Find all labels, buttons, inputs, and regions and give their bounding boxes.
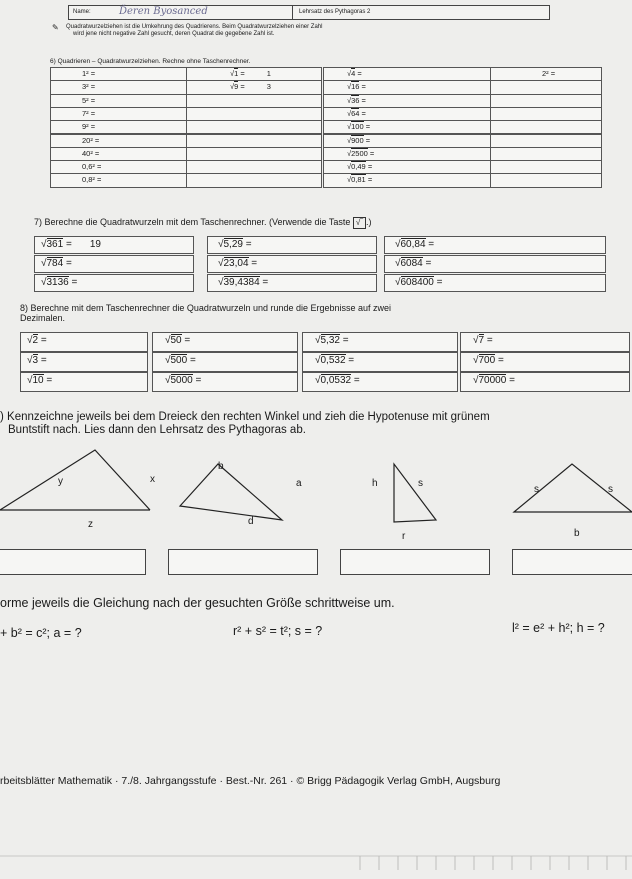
task6-square-cell[interactable] bbox=[50, 134, 187, 148]
triangle-3-label-r: r bbox=[402, 531, 406, 542]
task6-square-expr: 5² = bbox=[82, 95, 96, 105]
task8-cell[interactable] bbox=[302, 332, 458, 352]
task6-power-cell[interactable] bbox=[490, 160, 602, 174]
task6-square-cell[interactable] bbox=[50, 80, 187, 94]
task7-cell[interactable] bbox=[34, 236, 194, 254]
task6-root-cell[interactable] bbox=[186, 147, 322, 161]
task8-root-expr: √7 = bbox=[473, 335, 493, 346]
task6-root-expr: √16 = bbox=[347, 82, 366, 92]
task6-root-eq: = bbox=[238, 69, 245, 78]
task6-square-expr: 0,6² = bbox=[82, 162, 102, 172]
task7-title-end: .) bbox=[365, 217, 372, 227]
task6-power-cell[interactable] bbox=[490, 67, 602, 81]
task6-root-expr: √64 = bbox=[347, 108, 366, 118]
equation-1: + b² = c²; a = ? bbox=[0, 626, 82, 640]
task6-square-expr: 40² = bbox=[82, 148, 100, 158]
task7-cell[interactable] bbox=[207, 274, 377, 292]
task6-root-cell-right[interactable] bbox=[323, 147, 492, 161]
task6-power-cell[interactable] bbox=[490, 120, 602, 134]
task6-square-cell[interactable] bbox=[50, 67, 187, 81]
task8-root-expr: √0,0532 = bbox=[315, 375, 360, 386]
task8-root-expr: √50 = bbox=[165, 335, 191, 346]
task6-root-answer: 3 bbox=[266, 82, 271, 92]
task8-root-expr: √3 = bbox=[27, 355, 47, 366]
task6-root-cell-right[interactable] bbox=[323, 67, 492, 81]
task6-root-cell[interactable] bbox=[186, 107, 322, 121]
task9-title-2: Buntstift nach. Lies dann den Lehrsatz des Pythagoras ab. bbox=[8, 424, 306, 436]
task6-square-cell[interactable] bbox=[50, 160, 187, 174]
task6-title: 6) Quadrieren – Quadratwurzelziehen. Rechne ohne Taschenrechner. bbox=[50, 58, 251, 65]
triangle-1 bbox=[0, 448, 170, 538]
task6-square-cell[interactable] bbox=[50, 173, 187, 187]
triangle-1-label-y: y bbox=[58, 476, 63, 487]
task6-root-cell-right[interactable] bbox=[323, 80, 492, 94]
triangle-4 bbox=[512, 462, 632, 532]
task6-root-cell-right[interactable] bbox=[323, 173, 492, 187]
task7-root-expr: √361 = bbox=[41, 239, 72, 250]
ruler-decoration bbox=[0, 848, 632, 878]
task6-power-cell[interactable] bbox=[490, 134, 602, 148]
task7-cell[interactable] bbox=[384, 274, 606, 292]
task8-root-expr: √700 = bbox=[473, 355, 504, 366]
task8-title-2: Dezimalen. bbox=[20, 313, 66, 323]
task7-root-expr: √23,04 = bbox=[218, 258, 258, 269]
task6-root-cell-right[interactable] bbox=[323, 134, 492, 148]
task7-cell[interactable] bbox=[207, 236, 377, 254]
triangle-2-label-a: a bbox=[296, 478, 302, 489]
footer-text: rbeitsblätter Mathematik · 7./8. Jahrgangsstufe · Best.-Nr. 261 · © Brigg Pädagogik Verlag GmbH, Augsburg bbox=[0, 775, 501, 787]
triangle-4-label-s-right: s bbox=[608, 484, 613, 495]
task9-title-1: ) Kennzeichne jeweils bei dem Dreieck den rechten Winkel und zieh die Hypotenuse mit grünem bbox=[0, 411, 490, 423]
task6-root-expr: √36 = bbox=[347, 95, 366, 105]
task6-power-cell[interactable] bbox=[490, 173, 602, 187]
task6-root-radicand: √1 bbox=[230, 69, 239, 78]
task7-answer: 19 bbox=[89, 239, 101, 250]
triangle-4-label-b: b bbox=[574, 528, 580, 539]
task6-root-expr: √0,81 = bbox=[347, 175, 373, 185]
task8-root-expr: √0,532 = bbox=[315, 355, 355, 366]
task8-cell[interactable] bbox=[152, 372, 298, 392]
pencil-icon: ✎ bbox=[52, 23, 59, 32]
task6-root-cell-right[interactable] bbox=[323, 120, 492, 134]
task6-root-radicand: √9 bbox=[230, 82, 239, 92]
task6-root-cell[interactable] bbox=[186, 120, 322, 134]
task8-root-expr: √5,32 = bbox=[315, 335, 349, 346]
task8-cell[interactable] bbox=[302, 352, 458, 372]
task8-cell[interactable] bbox=[460, 352, 630, 372]
task6-square-expr: 0,8² = bbox=[82, 175, 102, 185]
task6-root-cell[interactable] bbox=[186, 67, 322, 81]
task7-cell[interactable] bbox=[34, 274, 194, 292]
triangle-1-label-z: z bbox=[88, 519, 93, 530]
task8-cell[interactable] bbox=[152, 352, 298, 372]
task7-root-expr: √5,29 = bbox=[218, 239, 252, 250]
task8-root-expr: √10 = bbox=[27, 375, 53, 386]
answer-box-4[interactable] bbox=[512, 549, 632, 575]
task6-root-cell-right[interactable] bbox=[323, 107, 492, 121]
task7-title-text: 7) Berechne die Quadratwurzeln mit dem Taschenrechner. (Verwende die Taste bbox=[34, 217, 351, 227]
triangle-2 bbox=[178, 462, 288, 542]
task6-root-cell-right[interactable] bbox=[323, 160, 492, 174]
task6-square-expr: 20² = bbox=[82, 135, 100, 145]
task8-cell[interactable] bbox=[20, 352, 148, 372]
triangle-3-label-s: s bbox=[418, 478, 423, 489]
task6-root-expr: √4 = bbox=[347, 69, 362, 78]
task6-square-cell[interactable] bbox=[50, 94, 187, 108]
task7-root-expr: √3136 = bbox=[41, 277, 78, 288]
task6-root-expr: √100 = bbox=[347, 122, 371, 132]
task6-root-cell[interactable] bbox=[186, 173, 322, 187]
task7-cell[interactable] bbox=[384, 236, 606, 254]
equation-2: r² + s² = t²; s = ? bbox=[233, 624, 323, 638]
task8-cell[interactable] bbox=[302, 372, 458, 392]
answer-box-1[interactable] bbox=[0, 549, 146, 575]
task8-cell[interactable] bbox=[460, 372, 630, 392]
task6-square-expr: 7² = bbox=[82, 108, 96, 118]
task6-power-cell[interactable] bbox=[490, 80, 602, 94]
intro-line-1: Quadratwurzelziehen ist die Umkehrung des Quadrierens. Beim Quadratwurzelziehen einer Zahl bbox=[66, 24, 323, 30]
task6-power-cell[interactable] bbox=[490, 94, 602, 108]
task6-square-cell[interactable] bbox=[50, 120, 187, 134]
task6-root-cell[interactable] bbox=[186, 80, 322, 94]
task6-root-cell-right[interactable] bbox=[323, 94, 492, 108]
task6-power-expr: 2² = bbox=[542, 69, 556, 78]
name-label: Name: bbox=[73, 9, 91, 15]
task8-title-1: 8) Berechne mit dem Taschenrechner die Quadratwurzeln und runde die Ergebnisse auf zwei bbox=[20, 303, 392, 313]
task7-cell[interactable] bbox=[34, 255, 194, 273]
task8-cell[interactable] bbox=[20, 332, 148, 352]
header-title-box bbox=[292, 5, 550, 20]
task10-title: orme jeweils die Gleichung nach der gesuchten Größe schrittweise um. bbox=[0, 596, 395, 610]
task6-root-cell[interactable] bbox=[186, 160, 322, 174]
task8-root-expr: √2 = bbox=[27, 335, 47, 346]
triangle-2-label-d: d bbox=[248, 516, 254, 527]
answer-box-3[interactable] bbox=[340, 549, 490, 575]
task7-root-expr: √39,4384 = bbox=[218, 277, 269, 288]
task7-cell[interactable] bbox=[384, 255, 606, 273]
task8-cell[interactable] bbox=[20, 372, 148, 392]
task6-root-expr: √0,49 = bbox=[347, 162, 373, 172]
answer-box-2[interactable] bbox=[168, 549, 318, 575]
triangle-3 bbox=[384, 460, 444, 530]
task6-root-answer: 1 bbox=[266, 69, 271, 78]
task6-root-expr: √2500 = bbox=[347, 148, 375, 158]
sqrt-key-icon: √‾ bbox=[353, 217, 366, 229]
equation-3: l² = e² + h²; h = ? bbox=[512, 621, 605, 635]
task7-title bbox=[34, 217, 371, 229]
task6-square-expr: 3² = bbox=[82, 82, 96, 92]
triangle-4-label-s-left: s bbox=[534, 484, 539, 495]
triangle-2-label-b: b bbox=[218, 461, 224, 472]
task8-cell[interactable] bbox=[152, 332, 298, 352]
task8-cell[interactable] bbox=[460, 332, 630, 352]
task6-square-expr: 9² = bbox=[82, 122, 96, 132]
task8-root-expr: √5000 = bbox=[165, 375, 202, 386]
task6-root-expr: √900 = bbox=[347, 135, 371, 145]
task7-root-expr: √60,84 = bbox=[395, 239, 435, 250]
task6-power-cell[interactable] bbox=[490, 107, 602, 121]
worksheet-title: Lehrsatz des Pythagoras 2 bbox=[299, 9, 371, 15]
task7-root-expr: √608400 = bbox=[395, 277, 443, 288]
task7-root-expr: √784 = bbox=[41, 258, 72, 269]
task8-root-expr: √70000 = bbox=[473, 375, 515, 386]
task6-power-cell[interactable] bbox=[490, 147, 602, 161]
task6-root-cell[interactable] bbox=[186, 94, 322, 108]
name-value: Ďeren Byosanced bbox=[119, 6, 208, 17]
task6-square-expr: 1² = bbox=[82, 69, 96, 78]
task7-root-expr: √6084 = bbox=[395, 258, 432, 269]
task8-root-expr: √500 = bbox=[165, 355, 196, 366]
intro-line-2: wird jene nicht negative Zahl gesucht, deren Quadrat die gegebene Zahl ist. bbox=[73, 31, 275, 37]
triangle-3-label-h: h bbox=[372, 478, 378, 489]
task6-square-cell[interactable] bbox=[50, 107, 187, 121]
task6-square-cell[interactable] bbox=[50, 147, 187, 161]
task6-root-eq: = bbox=[238, 82, 245, 92]
header-name-box bbox=[68, 5, 294, 20]
task7-cell[interactable] bbox=[207, 255, 377, 273]
triangle-1-label-x: x bbox=[150, 474, 155, 485]
task6-root-cell[interactable] bbox=[186, 134, 322, 148]
